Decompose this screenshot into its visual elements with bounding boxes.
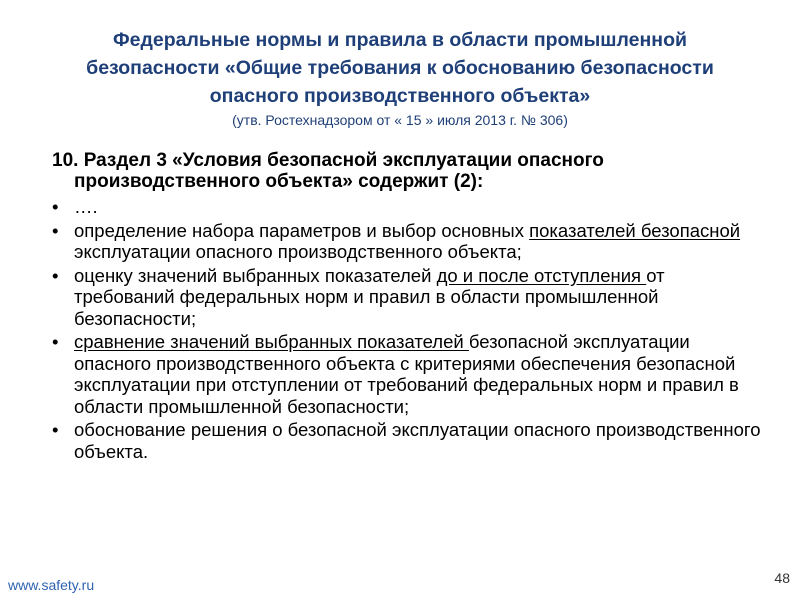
page-number: 48 <box>774 570 790 586</box>
bullet-icon: • <box>52 196 59 217</box>
title-line-3: опасного производственного объекта» <box>209 85 591 107</box>
section-heading <box>52 150 752 192</box>
list-item <box>52 196 762 218</box>
bullet-text: определение набора параметров и выбор основных <box>74 219 524 241</box>
bullet-underlined-text: до и после отступления <box>436 264 647 286</box>
bullet-text: обоснование решения о безопасной эксплуатации опасного производственного объекта. <box>74 419 761 462</box>
footer-url[interactable]: www.safety.ru <box>8 577 95 593</box>
bullet-text: эксплуатации опасного производственного объекта; <box>74 241 522 262</box>
title-subtitle: (утв. Ростехнадзором от « 15 » июля 2013 г. № 306) <box>232 112 568 128</box>
bullet-text: …. <box>74 196 98 217</box>
title-line-1: Федеральные нормы и правила в области промышленной <box>113 29 687 51</box>
bullet-icon: • <box>52 419 59 440</box>
section-heading-line-1: 10. Раздел 3 «Условия безопасной эксплуатации опасного <box>52 150 604 171</box>
bullet-list <box>52 196 762 464</box>
bullet-icon: • <box>52 331 59 352</box>
title-line-2: безопасности «Общие требования к обоснованию безопасности <box>86 57 714 79</box>
bullet-text: от требований федеральных норм и правил в области промышленной безопасности; <box>74 264 665 329</box>
bullet-underlined-text: показателей безопасной <box>529 219 741 241</box>
bullet-icon: • <box>52 219 59 241</box>
list-item <box>52 331 762 417</box>
slide-title <box>40 26 760 130</box>
list-item <box>52 220 762 263</box>
bullet-icon: • <box>52 264 59 286</box>
bullet-text: безопасной эксплуатации опасного производственного объекта с критериями обеспечения безопасной эксплуатации при отступлении от требований федеральных норм и правил в области промышленной безопасности; <box>74 331 739 417</box>
list-item <box>52 419 762 462</box>
section-heading-line-2: производственного объекта» содержит (2): <box>74 171 484 192</box>
list-item <box>52 265 762 330</box>
bullet-text: оценку значений выбранных показателей <box>74 264 437 286</box>
bullet-underlined-text: сравнение значений выбранных показателей <box>74 331 469 352</box>
